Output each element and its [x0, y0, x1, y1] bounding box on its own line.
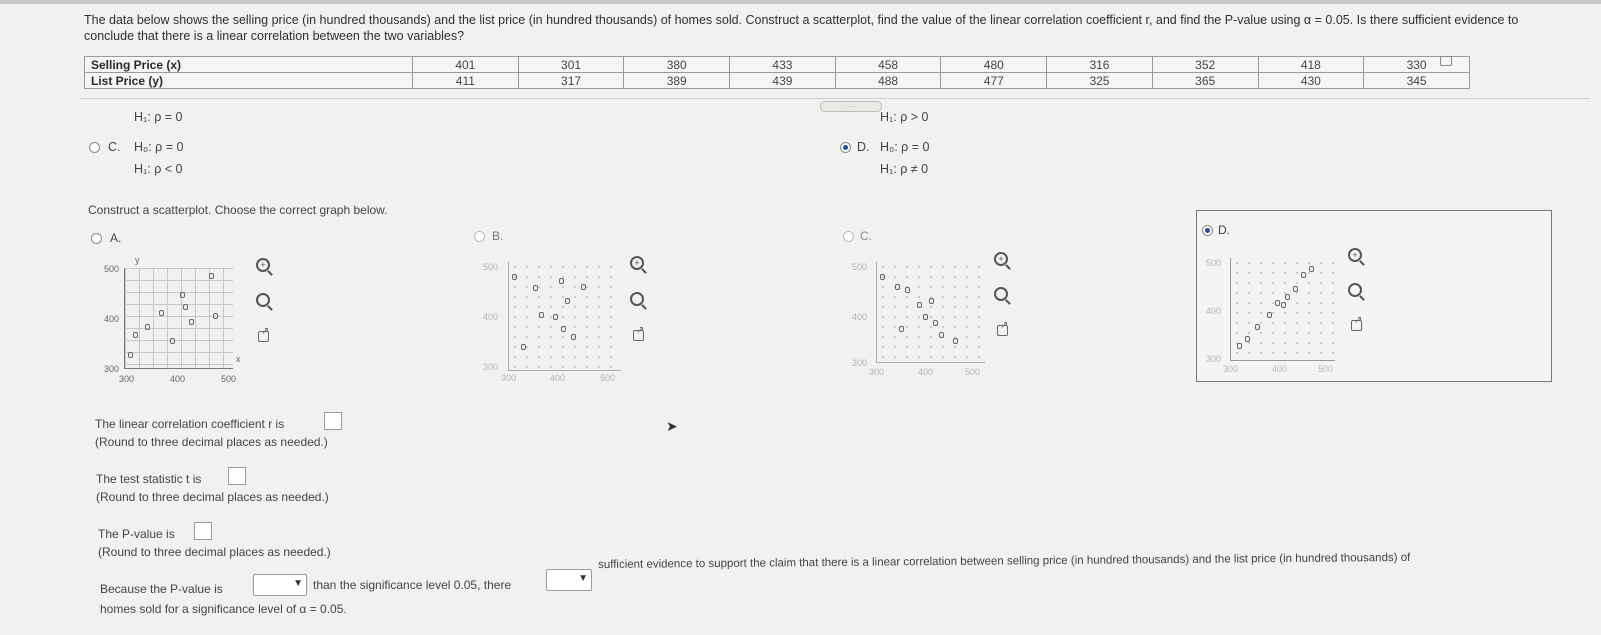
cell-y: 439 — [730, 73, 836, 89]
external-link-icon[interactable] — [1351, 320, 1362, 331]
cell-y: 477 — [941, 73, 1047, 89]
radio-hypothesis-d[interactable] — [840, 142, 851, 153]
cursor-icon: ➤ — [666, 418, 678, 434]
table-row — [85, 73, 1470, 89]
t-note: (Round to three decimal places as needed.) — [96, 490, 329, 504]
cell-x: 480 — [941, 57, 1047, 73]
r-note: (Round to three decimal places as needed.) — [95, 435, 328, 449]
zoom-in-icon[interactable]: + — [256, 258, 270, 272]
y-tick: 300 — [1206, 354, 1222, 364]
y-tick: 500 — [1206, 258, 1222, 268]
cell-x: 330 — [1364, 57, 1470, 73]
data-point — [539, 312, 544, 318]
cell-x: 458 — [835, 57, 941, 73]
zoom-out-icon[interactable] — [256, 293, 270, 307]
data-point — [170, 338, 175, 344]
copy-data-icon[interactable] — [1440, 56, 1452, 66]
r-input[interactable] — [324, 412, 342, 430]
top-bar — [0, 0, 1601, 4]
data-point — [553, 314, 558, 320]
scatter-prompt: Construct a scatterplot. Choose the correct graph below. — [88, 203, 388, 217]
p-input[interactable] — [194, 522, 212, 540]
cell-y: 317 — [518, 73, 624, 89]
cell-x: 380 — [624, 57, 730, 73]
zoom-in-icon[interactable]: + — [1348, 248, 1362, 262]
radio-graph-d[interactable] — [1202, 225, 1213, 236]
t-input[interactable] — [228, 467, 246, 485]
data-point — [512, 274, 517, 280]
conclusion-text-3: sufficient evidence to support the claim that there is a linear correlation between selling price (in hundred thousands) and the list price (in hundred thousands) of — [598, 551, 1411, 571]
graph-b-label: B. — [492, 229, 504, 243]
data-point — [561, 326, 566, 332]
row-label-y: List Price (y) — [85, 73, 413, 89]
data-point — [159, 310, 164, 316]
caret-down-icon: ▼ — [578, 573, 588, 584]
row-label-x: Selling Price (x) — [85, 57, 413, 73]
cell-x: 316 — [1047, 57, 1153, 73]
x-tick: 400 — [1272, 364, 1288, 374]
caret-down-icon: ▼ — [293, 578, 303, 589]
graph-a-label: A. — [110, 231, 122, 245]
cell-x: 352 — [1152, 57, 1258, 73]
x-tick: 300 — [869, 367, 885, 377]
cell-y: 430 — [1258, 73, 1364, 89]
data-point — [180, 292, 185, 298]
data-point — [571, 334, 576, 340]
graph-d — [1230, 258, 1335, 361]
option-b2-h1: H₁: ρ > 0 — [880, 110, 929, 124]
external-link-icon[interactable] — [633, 330, 644, 341]
data-point — [923, 314, 928, 320]
comparison-dropdown[interactable] — [253, 574, 307, 596]
data-point — [533, 285, 538, 291]
data-point — [559, 278, 564, 284]
data-point — [905, 287, 910, 293]
r-prompt: The linear correlation coefficient r is — [95, 417, 285, 431]
data-point — [880, 274, 885, 280]
cell-y: 488 — [835, 73, 941, 89]
cell-y: 411 — [413, 73, 519, 89]
zoom-in-icon[interactable]: + — [994, 252, 1008, 266]
x-tick: 400 — [170, 374, 186, 384]
radio-graph-c[interactable] — [843, 231, 854, 242]
zoom-out-icon[interactable] — [630, 292, 644, 306]
data-point — [128, 352, 133, 358]
radio-graph-a[interactable] — [91, 233, 102, 244]
radio-graph-b[interactable] — [474, 231, 485, 242]
y-tick: 500 — [483, 262, 499, 272]
t-prompt: The test statistic t is — [96, 472, 202, 486]
x-tick: 500 — [965, 367, 981, 377]
option-d-label: D. — [857, 140, 870, 154]
data-point — [1255, 324, 1260, 330]
option-d-h1: H₁: ρ ≠ 0 — [880, 162, 929, 176]
x-tick: 500 — [221, 374, 237, 384]
data-point — [145, 324, 150, 330]
data-point — [933, 320, 938, 326]
y-tick: 400 — [483, 312, 499, 322]
y-tick: 400 — [1206, 306, 1222, 316]
data-point — [133, 332, 138, 338]
p-note: (Round to three decimal places as needed.) — [98, 545, 331, 559]
data-point — [1309, 266, 1314, 272]
y-tick: 300 — [104, 364, 120, 374]
graph-c — [876, 262, 985, 363]
cell-x: 401 — [413, 57, 519, 73]
question-intro: The data below shows the selling price (in hundred thousands) and the list price (in hundred thousands) of homes sold. Construct a scatterplot, find the value of the linear correlation coefficient r, and find the P-value using α = 0.05. Is there sufficient evidence to conclude that there is a linear correlation between the two variables? — [84, 13, 1519, 43]
x-tick: 300 — [119, 374, 135, 384]
p-prompt: The P-value is — [98, 527, 175, 541]
radio-hypothesis-c[interactable] — [89, 142, 100, 153]
data-point — [213, 313, 218, 319]
external-link-icon[interactable] — [997, 325, 1008, 336]
data-point — [1301, 272, 1306, 278]
data-point — [209, 273, 214, 279]
graph-a — [124, 268, 233, 369]
data-point — [1245, 336, 1250, 342]
data-point — [1275, 300, 1280, 306]
option-c-h0: H₀: ρ = 0 — [134, 140, 184, 154]
x-tick: 300 — [501, 373, 517, 383]
y-tick: 400 — [104, 314, 120, 324]
y-tick: 300 — [483, 362, 499, 372]
data-point — [895, 284, 900, 290]
data-table — [84, 56, 1470, 89]
drag-handle[interactable]: ····· — [820, 101, 882, 112]
cell-x: 301 — [518, 57, 624, 73]
option-c-h1: H₁: ρ < 0 — [134, 162, 183, 176]
data-point — [581, 284, 586, 290]
conclusion-text-4: homes sold for a significance level of α = 0.05. — [100, 602, 347, 616]
y-tick: 500 — [104, 264, 120, 274]
y-tick: 300 — [852, 358, 868, 368]
x-axis-label: x — [236, 354, 241, 364]
conclusion-text-1: Because the P-value is — [100, 582, 223, 596]
data-point — [183, 304, 188, 310]
data-point — [521, 344, 526, 350]
y-tick: 400 — [852, 312, 868, 322]
graph-b — [508, 262, 621, 371]
y-axis-label: y — [135, 255, 140, 265]
data-point — [917, 302, 922, 308]
zoom-in-icon[interactable]: + — [630, 256, 644, 270]
cell-y: 389 — [624, 73, 730, 89]
zoom-out-icon[interactable] — [1348, 283, 1362, 297]
divider — [80, 98, 1590, 99]
evidence-dropdown[interactable] — [546, 569, 592, 591]
cell-y: 345 — [1364, 73, 1470, 89]
x-tick: 400 — [550, 373, 566, 383]
conclusion-text-2: than the significance level 0.05, there — [313, 578, 512, 592]
data-point — [939, 332, 944, 338]
x-tick: 500 — [600, 373, 616, 383]
data-point — [1267, 312, 1272, 318]
x-tick: 400 — [918, 367, 934, 377]
data-point — [929, 298, 934, 304]
option-d-h0: H₀: ρ = 0 — [880, 140, 930, 154]
graph-d-label: D. — [1218, 223, 1230, 237]
option-c-label: C. — [108, 140, 121, 154]
table-row — [85, 57, 1470, 73]
y-tick: 500 — [852, 262, 868, 272]
cell-x: 418 — [1258, 57, 1364, 73]
cell-y: 365 — [1152, 73, 1258, 89]
cell-x: 433 — [730, 57, 836, 73]
zoom-out-icon[interactable] — [994, 287, 1008, 301]
option-b-h1: H₁: ρ = 0 — [134, 110, 183, 124]
data-point — [1293, 286, 1298, 292]
x-tick: 300 — [1223, 364, 1239, 374]
cell-y: 325 — [1047, 73, 1153, 89]
external-link-icon[interactable] — [258, 331, 269, 342]
data-point — [953, 338, 958, 344]
data-point — [189, 319, 194, 325]
data-point — [899, 326, 904, 332]
graph-c-label: C. — [860, 229, 872, 243]
data-point — [1237, 343, 1242, 349]
x-tick: 500 — [1318, 364, 1334, 374]
data-point — [565, 298, 570, 304]
data-point — [1285, 294, 1290, 300]
data-point — [1281, 302, 1286, 308]
